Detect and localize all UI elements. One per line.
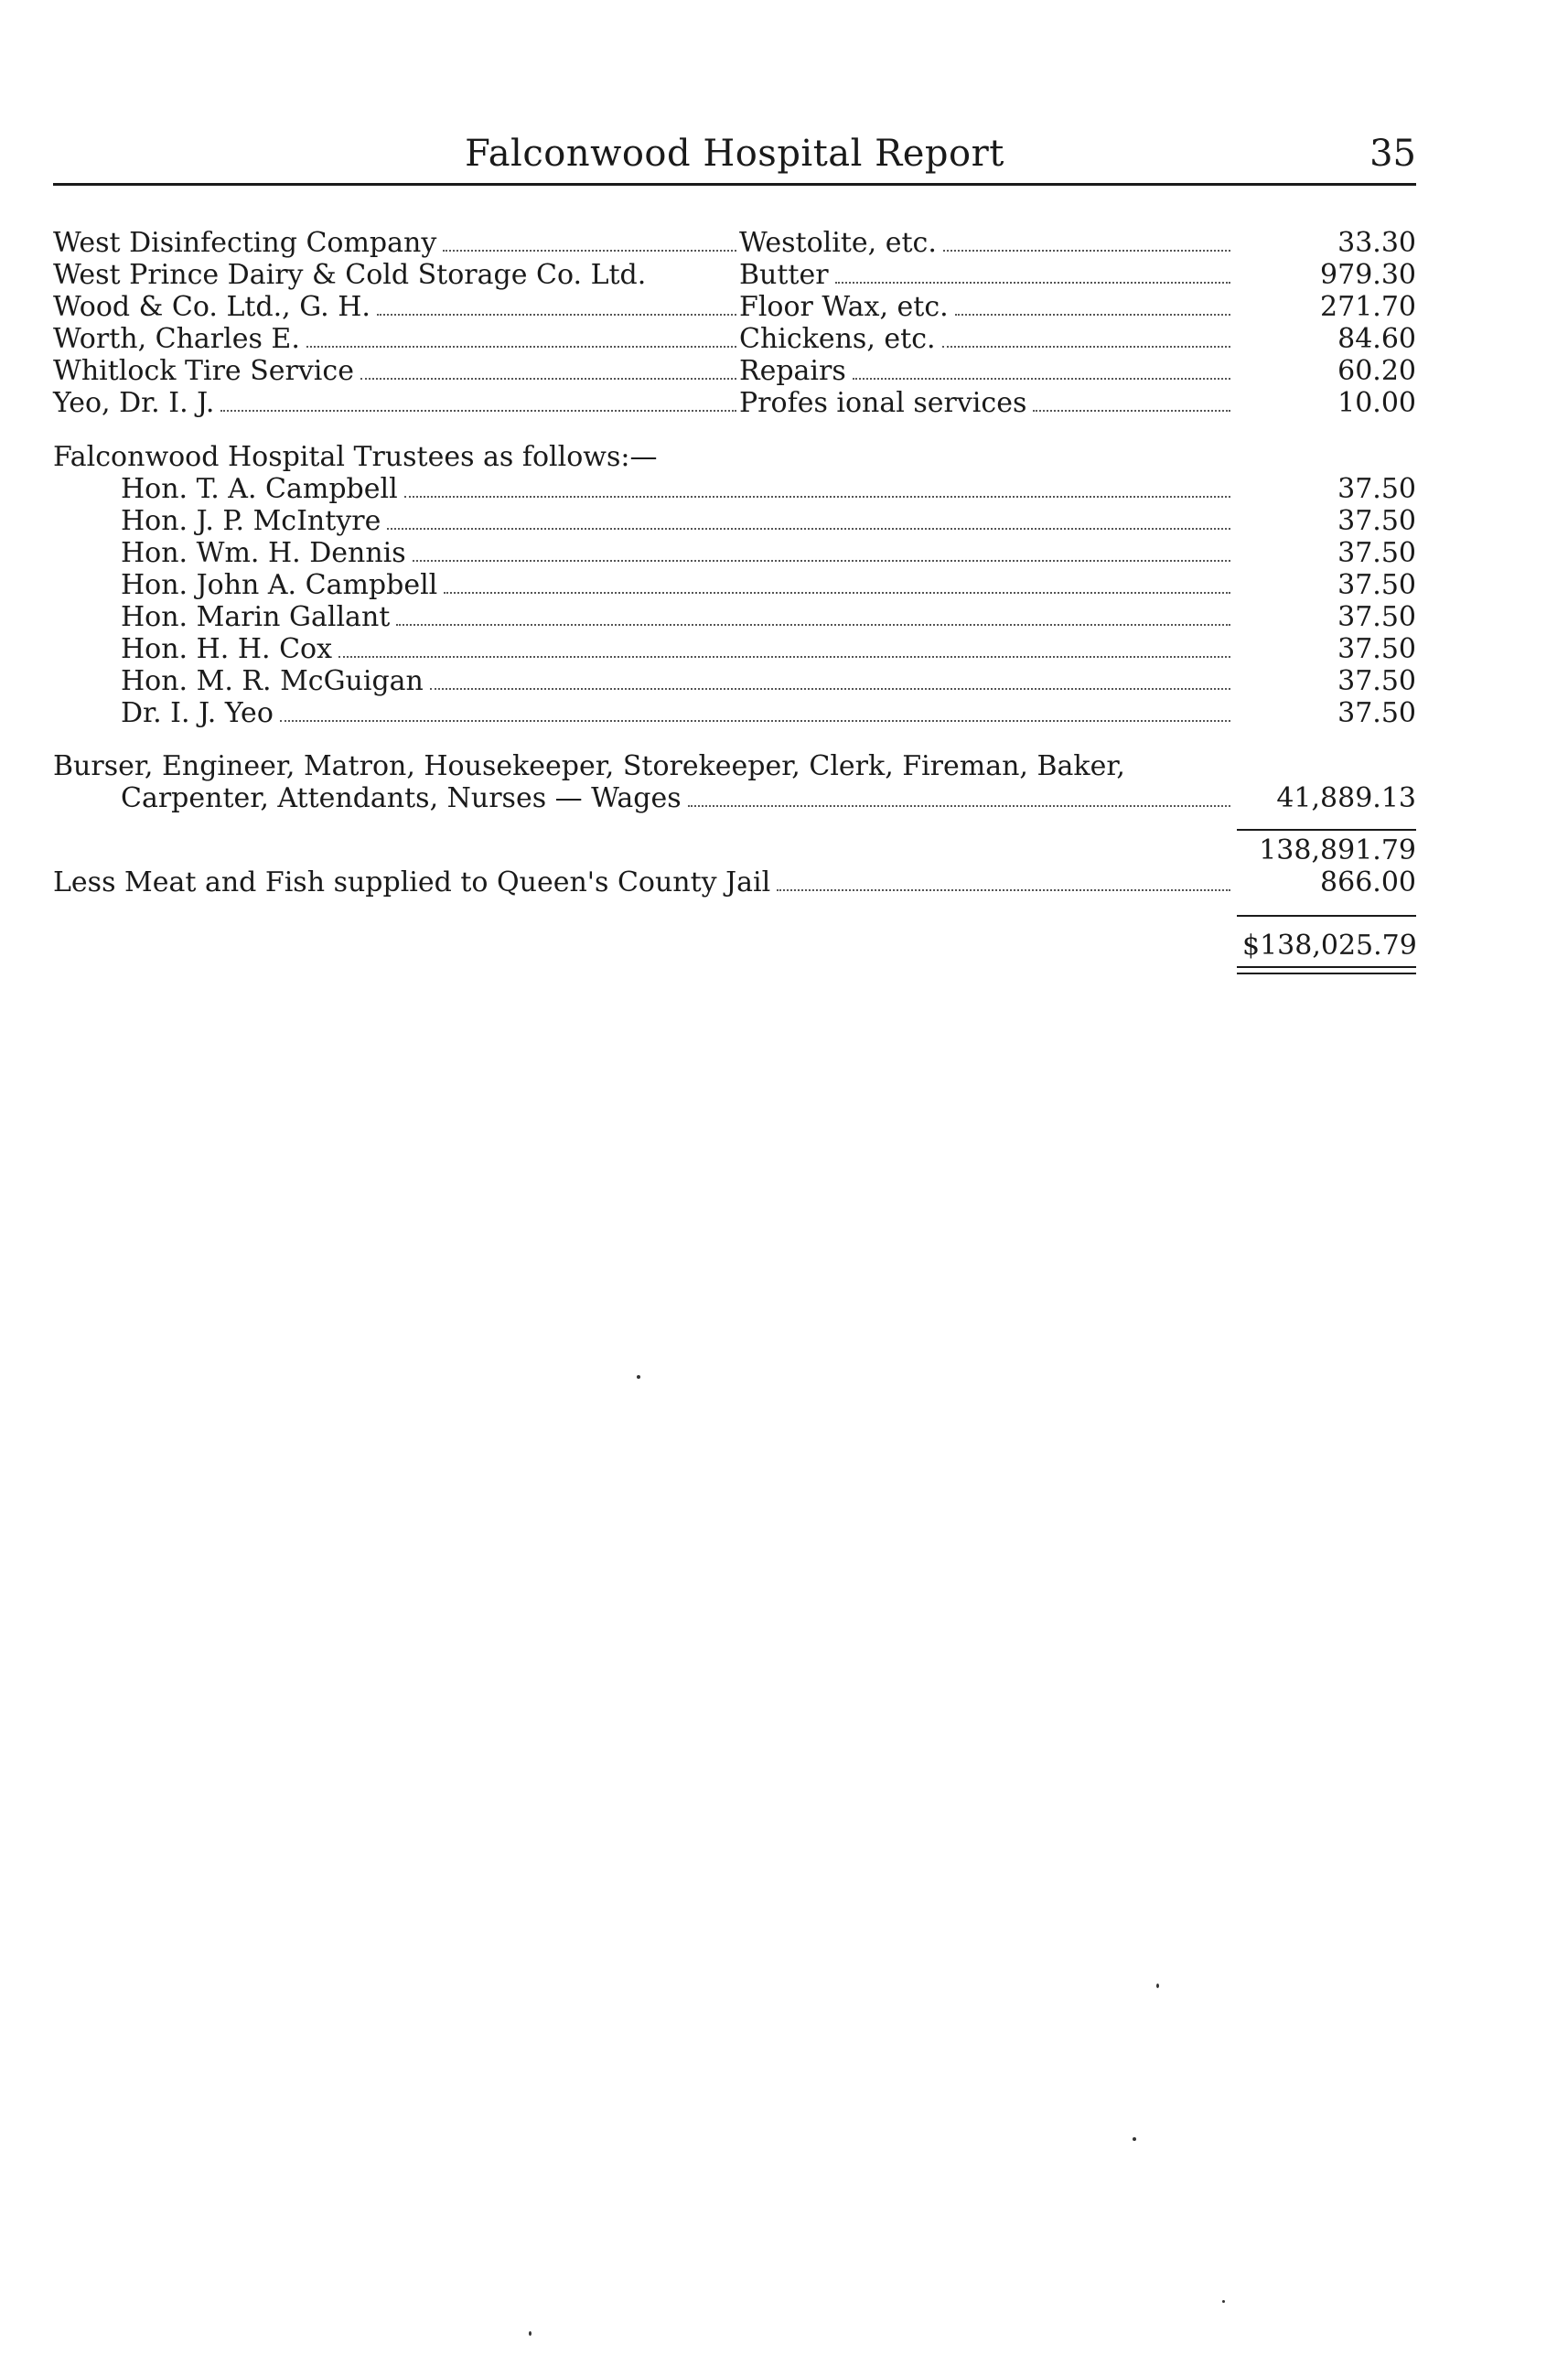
vendor-item: Butter	[739, 259, 832, 291]
trustee-amount: 37.50	[1337, 633, 1416, 665]
wages-line-1	[53, 750, 1416, 782]
dot-leader	[377, 292, 736, 316]
trustee-row	[53, 665, 1416, 697]
vendor-amount: 10.00	[1337, 387, 1416, 419]
wages-text-1: Burser, Engineer, Matron, Housekeeper, Storekeeper, Clerk, Fireman, Baker,	[53, 750, 1125, 782]
vendor-item: Repairs	[739, 355, 850, 387]
wages-section	[53, 750, 1416, 814]
dot-leader	[444, 570, 1230, 594]
vendor-name: Yeo, Dr. I. J.	[53, 387, 218, 419]
dot-leader	[943, 228, 1230, 252]
trustees-section	[53, 441, 1416, 729]
trustee-row	[53, 601, 1416, 633]
vendor-item: Chickens, etc.	[739, 323, 940, 355]
vendor-row	[53, 291, 1416, 323]
trustee-amount: 37.50	[1337, 697, 1416, 729]
grand-total-section	[53, 930, 1416, 962]
page-title: Falconwood Hospital Report	[465, 133, 1004, 175]
grand-total-amount: $138,025.79	[1242, 930, 1417, 962]
dot-leader	[306, 324, 736, 348]
trustee-amount: 37.50	[1337, 601, 1416, 633]
dot-leader	[688, 783, 1230, 807]
dot-leader	[1033, 388, 1230, 412]
dot-leader	[280, 698, 1230, 722]
total-double-rule	[1237, 966, 1416, 974]
wages-text-2: Carpenter, Attendants, Nurses — Wages	[121, 782, 685, 814]
scan-speck	[1156, 1984, 1159, 1988]
subtotal-rule	[1237, 829, 1416, 831]
vendor-row	[53, 355, 1416, 387]
dot-leader	[220, 388, 736, 412]
trustee-name: Hon. Marin Gallant	[121, 601, 393, 633]
wages-amount: 41,889.13	[1276, 782, 1416, 814]
deduction-label: Less Meat and Fish supplied to Queen's County Jail	[53, 866, 774, 898]
vendor-amount: 33.30	[1337, 227, 1416, 259]
vendor-row	[53, 259, 1416, 291]
trustee-amount: 37.50	[1337, 665, 1416, 697]
page-header	[53, 133, 1416, 188]
vendor-row	[53, 323, 1416, 355]
trustee-row	[53, 505, 1416, 537]
header-rule	[53, 183, 1416, 186]
vendor-name: Whitlock Tire Service	[53, 355, 358, 387]
vendor-list	[53, 227, 1416, 419]
vendor-amount: 979.30	[1320, 259, 1416, 291]
subtotal-row	[53, 834, 1416, 866]
dot-leader	[413, 538, 1230, 562]
dot-leader	[853, 356, 1230, 380]
dot-leader	[835, 260, 1230, 284]
vendor-amount: 271.70	[1320, 291, 1416, 323]
vendor-item: Profes ional services	[739, 387, 1030, 419]
trustee-name: Hon. M. R. McGuigan	[121, 665, 427, 697]
dot-leader	[942, 324, 1230, 348]
trustee-row	[53, 569, 1416, 601]
trustee-name: Hon. John A. Campbell	[121, 569, 441, 601]
scan-speck	[1133, 2137, 1136, 2141]
trustee-name: Hon. H. H. Cox	[121, 633, 336, 665]
wages-line-2	[53, 782, 1416, 814]
total-rule	[1237, 915, 1416, 917]
dot-leader	[396, 602, 1230, 626]
vendor-name: Wood & Co. Ltd., G. H.	[53, 291, 374, 323]
trustee-row	[53, 537, 1416, 569]
trustees-heading-row	[53, 441, 1416, 473]
dot-leader	[777, 867, 1230, 891]
dot-leader	[430, 666, 1230, 690]
vendor-name: West Prince Dairy & Cold Storage Co. Ltd.	[53, 259, 650, 291]
dot-leader	[360, 356, 736, 380]
trustee-name: Dr. I. J. Yeo	[121, 697, 277, 729]
vendor-row	[53, 387, 1416, 419]
vendor-name: Worth, Charles E.	[53, 323, 304, 355]
vendor-amount: 84.60	[1337, 323, 1416, 355]
trustee-amount: 37.50	[1337, 505, 1416, 537]
scan-speck	[1222, 2300, 1225, 2303]
vendor-item: Floor Wax, etc.	[739, 291, 952, 323]
scan-speck	[637, 1375, 640, 1379]
trustee-row	[53, 697, 1416, 729]
subtotal-amount: 138,891.79	[1259, 834, 1416, 866]
trustee-name: Hon. J. P. McIntyre	[121, 505, 384, 537]
scan-speck	[529, 2331, 532, 2336]
trustee-name: Hon. T. A. Campbell	[121, 473, 402, 505]
vendor-amount: 60.20	[1337, 355, 1416, 387]
trustee-amount: 37.50	[1337, 537, 1416, 569]
trustee-name: Hon. Wm. H. Dennis	[121, 537, 410, 569]
trustee-row	[53, 473, 1416, 505]
dot-leader	[955, 292, 1230, 316]
dot-leader	[443, 228, 736, 252]
deduction-amount: 866.00	[1320, 866, 1416, 898]
grand-total-row	[53, 930, 1416, 962]
trustee-amount: 37.50	[1337, 569, 1416, 601]
dot-leader	[338, 634, 1230, 658]
trustees-heading: Falconwood Hospital Trustees as follows:—	[53, 441, 658, 473]
vendor-row	[53, 227, 1416, 259]
vendor-item: Westolite, etc.	[739, 227, 940, 259]
dot-leader	[387, 506, 1230, 530]
trustee-row	[53, 633, 1416, 665]
deduction-row	[53, 866, 1416, 898]
vendor-name: West Disinfecting Company	[53, 227, 440, 259]
totals-section	[53, 834, 1416, 898]
page-number: 35	[1369, 133, 1416, 175]
trustee-amount: 37.50	[1337, 473, 1416, 505]
dot-leader	[404, 474, 1230, 498]
